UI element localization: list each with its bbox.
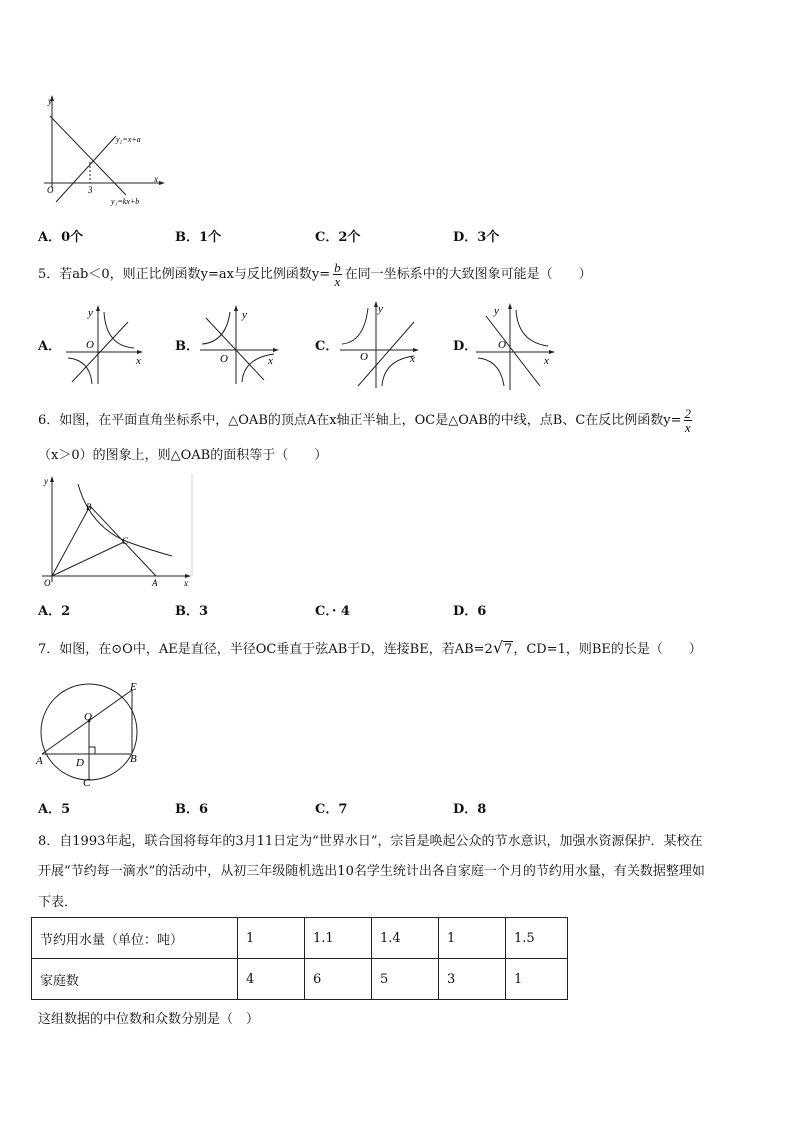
q5d-o: O (498, 339, 506, 351)
q6-option-a: A．2 (38, 604, 71, 619)
q5c-o: O (360, 351, 368, 363)
table-cell: 1 (238, 918, 305, 959)
q5-graph-a (64, 304, 148, 386)
q5c-x: x (410, 353, 415, 365)
q8-stem-line1: 8．自1993年起，联合国将每年的3月11日定为“世界水日”，宗旨是唤起公众的节水意识，加强水资源保护．某校在 (38, 834, 703, 849)
table-cell: 1 (439, 918, 506, 959)
q7-label-c: C (83, 777, 91, 789)
q7-sqrt-value: 7 (504, 642, 513, 657)
q7-sqrt-sign: √ (492, 638, 504, 657)
table-cell: 节约用水量（单位：吨） (32, 918, 238, 959)
q4-option-c: C．2个 (315, 230, 361, 245)
q6-option-b: B．3 (175, 604, 209, 619)
q6-label-c: C (122, 536, 129, 546)
table-cell: 1.4 (372, 918, 439, 959)
q7-option-c: C．7 (315, 802, 348, 817)
table-cell: 5 (372, 959, 439, 1000)
q4-origin-label: O (47, 185, 54, 195)
q7-label-a: A (36, 755, 43, 767)
q4-tick-3: 3 (88, 185, 93, 195)
q7-option-a: A．5 (38, 802, 71, 817)
q5-option-d: D． (453, 339, 478, 354)
q7-label-e: E (130, 681, 137, 693)
q5a-y: y (88, 307, 93, 319)
q6-option-d: D．6 (453, 604, 487, 619)
table-cell: 6 (305, 959, 372, 1000)
q8-stem-line3: 下表． (38, 895, 78, 910)
q7-label-d: D (76, 757, 84, 769)
table-row (32, 959, 568, 1000)
q6-label-b: B (86, 502, 92, 512)
q4-line2-label: y₂=x+a (116, 135, 141, 144)
q5-stem (38, 258, 592, 292)
q7-stem (38, 634, 702, 662)
q4-option-b: B．1个 (175, 230, 222, 245)
q5-option-a: A． (38, 339, 62, 354)
q6-label-o: O (44, 578, 51, 588)
q5d-x: x (544, 355, 549, 367)
q6-frac-num: 2 (684, 406, 692, 421)
q8-question: 这组数据的中位数和众数分别是（ ） (38, 1012, 260, 1027)
q6-fraction (684, 407, 693, 434)
table-cell: 1.5 (506, 918, 568, 959)
q5a-o: O (86, 339, 94, 351)
q4-line1-label: y₁=kx+b (111, 197, 140, 206)
q6-label-a: A (152, 578, 158, 588)
q7-label-b: B (130, 753, 137, 765)
q6-label-x: x (184, 578, 188, 588)
q5-option-c: C． (315, 339, 339, 354)
q5-graph-c (338, 300, 422, 390)
q7-label-o: O (84, 711, 92, 723)
q5-stem-after: 在同一坐标系中的大致图象可能是（ ） (344, 267, 592, 282)
table-cell: 1.1 (305, 918, 372, 959)
q6-graph (38, 472, 196, 594)
q7-option-d: D．8 (453, 802, 487, 817)
q4-x-label: x (154, 174, 158, 184)
q7-option-b: B．6 (175, 802, 209, 817)
q5-fraction (333, 261, 342, 288)
q7-stem-after: ，CD=1，则BE的长是（ ） (513, 642, 702, 657)
q4-graph (38, 92, 168, 210)
q6-stem-text: 6．如图，在平面直角坐标系中，△OAB的顶点A在x轴正半轴上，OC是△OAB的中线，点B、C在反比例函数y= (38, 413, 682, 428)
q5d-y: y (494, 305, 499, 317)
q5-stem-before: 5．若ab＜0，则正比例函数y=ax与反比例函数y= (38, 267, 331, 282)
q5b-x: x (268, 355, 273, 367)
q5b-o: O (220, 353, 228, 365)
table-cell: 4 (238, 959, 305, 1000)
q5c-y: y (378, 303, 383, 315)
q4-y-label: y (48, 96, 52, 106)
q4-option-a: A．0个 (38, 230, 84, 245)
q5a-x: x (136, 355, 141, 367)
q8-data-table (31, 917, 568, 1000)
q6-frac-den: x (684, 420, 691, 435)
q6-label-y: y (44, 476, 48, 486)
q6-stem-line2: （x＞0）的图象上，则△OAB的面积等于（ ） (38, 448, 328, 463)
q5-graph-d (474, 302, 560, 392)
q5-frac-num: b (334, 260, 341, 275)
q7-graph (34, 676, 154, 798)
q4-option-d: D．3个 (453, 230, 500, 245)
q5-option-b: B． (175, 339, 199, 354)
q7-stem-before: 7．如图，在⊙O中，AE是直径，半径OC垂直于弦AB于D，连接BE，若AB=2 (38, 642, 493, 657)
table-cell: 家庭数 (32, 959, 238, 1000)
q6-stem-line1 (38, 404, 692, 438)
q5-graph-b (198, 304, 282, 386)
q6-option-c: C．· 4 (315, 604, 350, 619)
table-row (32, 918, 568, 959)
q5-frac-den: x (334, 274, 341, 289)
q8-stem-line2: 开展“节约每一滴水”的活动中，从初三年级随机选出10名学生统计出各自家庭一个月的节约用水量，有关数据整理如 (38, 864, 705, 879)
table-cell: 3 (439, 959, 506, 1000)
table-cell: 1 (506, 959, 568, 1000)
q5b-y: y (242, 309, 247, 321)
